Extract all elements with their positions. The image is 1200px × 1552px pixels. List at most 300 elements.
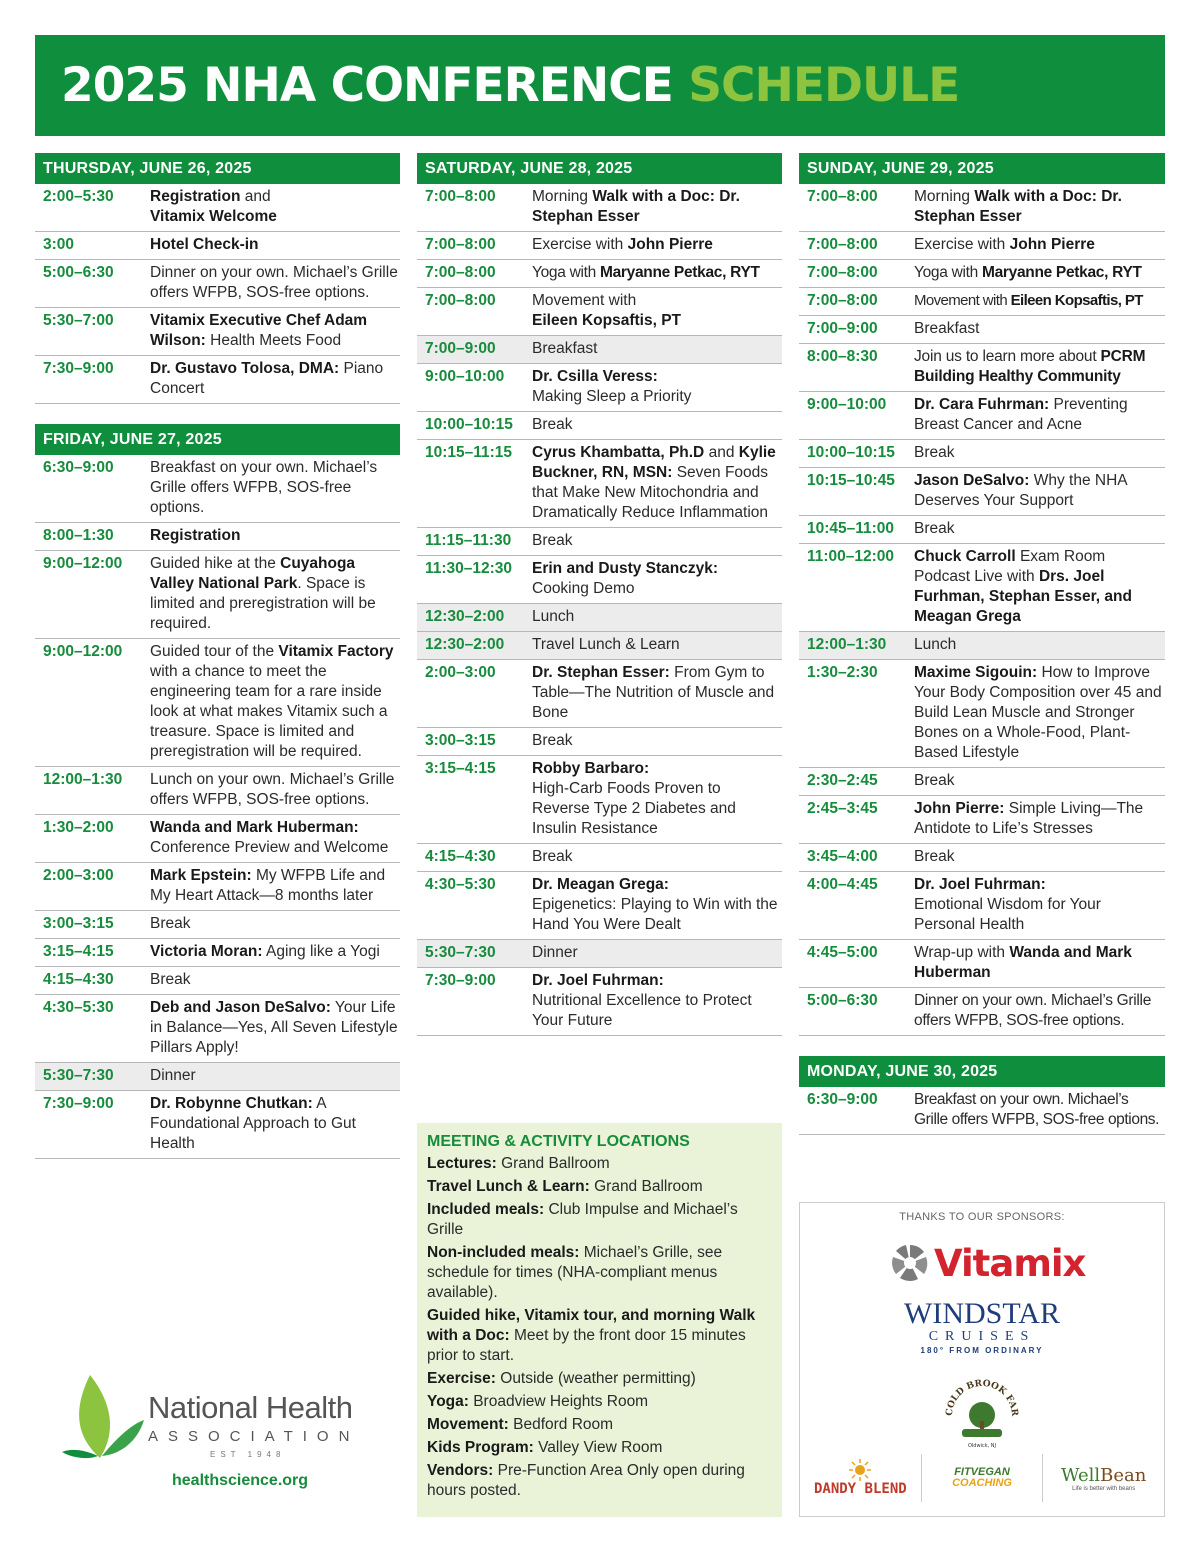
windstar-cruises: CRUISES: [928, 1329, 1036, 1344]
time-slot: 2:30–2:45: [807, 772, 878, 789]
bold-text: Cuyahoga Valley National Park: [150, 555, 356, 592]
time-slot: 7:00–8:00: [425, 236, 496, 253]
session-desc: Dinner on your own. Michael’s Grille offers WFPB, SOS-free options.: [914, 992, 1152, 1029]
bold-text: Dr. Joel Fuhrman:: [914, 876, 1046, 893]
bold-text: Drs. Joel Furhman, Stephan Esser, and Meagan Grega: [914, 568, 1132, 625]
page-title: [61, 58, 959, 113]
time-slot: 12:30–2:00: [425, 608, 505, 625]
time-slot: 3:45–4:00: [807, 848, 878, 865]
schedule-row: [417, 528, 782, 556]
bold-text: Maxime Sigouin:: [914, 664, 1038, 681]
session-desc: [532, 443, 782, 523]
location-label: Yoga:: [427, 1393, 469, 1410]
time-slot: 7:00–8:00: [807, 292, 878, 309]
bold-text: Deb and Jason DeSalvo:: [150, 999, 331, 1016]
text: Exercise with: [914, 236, 1010, 253]
schedule-row: [417, 632, 782, 660]
time-slot: 11:30–12:30: [425, 560, 513, 577]
location-item: [427, 1200, 772, 1240]
session-desc: Break: [914, 520, 955, 537]
text: Movement with: [914, 292, 1011, 309]
cold-brook-farm-location: Oldwick, NJ: [967, 1443, 997, 1449]
location-item: [427, 1392, 772, 1412]
bold-text: Registration: [150, 188, 241, 205]
day-header: FRIDAY, JUNE 27, 2025: [35, 424, 400, 455]
session-desc: [150, 818, 400, 858]
schedule-row: [35, 995, 400, 1063]
session-desc: [150, 359, 400, 399]
session-desc: [150, 526, 400, 546]
time-slot: 3:15–4:15: [425, 760, 496, 777]
time-slot: 7:00–8:00: [425, 188, 496, 205]
schedule-row: [417, 260, 782, 288]
schedule-row: [35, 308, 400, 356]
session-desc: [914, 547, 1165, 627]
text: and: [240, 188, 271, 205]
location-value: Valley View Room: [533, 1439, 663, 1456]
fitvegan-line1: FITVEGAN: [954, 1466, 1010, 1478]
windstar-logo: [800, 1299, 1164, 1357]
session-desc: [532, 263, 782, 283]
time-slot: 12:00–1:30: [807, 636, 887, 653]
session-desc: [532, 759, 782, 839]
location-item: [427, 1306, 772, 1366]
time-slot: 2:45–3:45: [807, 800, 878, 817]
text: My WFPB Life and My Heart Attack—8 months later: [150, 867, 386, 904]
bold-text: Dr. Cara Fuhrman:: [914, 396, 1050, 413]
session-desc: Lunch: [532, 608, 575, 625]
text: Epigenetics: Playing to Win with the Hand You Were Dealt: [532, 896, 778, 933]
windstar-name: WINDSTAR: [904, 1297, 1060, 1330]
session-desc: [914, 347, 1165, 387]
session-desc: [914, 663, 1165, 763]
time-slot: 3:00: [43, 236, 75, 253]
session-desc: [914, 235, 1165, 255]
time-slot: 7:00–8:00: [807, 236, 878, 253]
time-slot: 5:30–7:30: [43, 1067, 114, 1084]
location-item: [427, 1369, 772, 1389]
day-header: MONDAY, JUNE 30, 2025: [799, 1056, 1165, 1087]
page-header: [35, 35, 1165, 136]
location-value: Bedford Room: [508, 1416, 614, 1433]
text: Your Life in Balance—Yes, All Seven Lifestyle Pillars Apply!: [150, 999, 398, 1056]
session-desc: Break: [914, 772, 955, 789]
session-desc: Travel Lunch & Learn: [532, 636, 680, 653]
sun-icon: [849, 1459, 871, 1481]
schedule-row: [417, 412, 782, 440]
location-value: Michael’s Grille, see schedule for times (NHA-compliant menus available).: [427, 1244, 723, 1301]
session-desc: [150, 311, 400, 351]
time-slot: 8:00–1:30: [43, 527, 114, 544]
location-label: Exercise:: [427, 1370, 496, 1387]
day-header: SATURDAY, JUNE 28, 2025: [417, 153, 782, 184]
bold-text: John Pierre: [1009, 236, 1095, 253]
session-desc: [532, 663, 782, 723]
nha-website-link[interactable]: healthscience.org: [172, 1472, 309, 1489]
schedule-row: [35, 356, 400, 404]
schedule-row: [417, 872, 782, 940]
session-desc: [150, 942, 400, 962]
location-item: [427, 1177, 772, 1197]
location-item: [427, 1461, 772, 1501]
location-value: Meet by the front door 15 minutes prior to start.: [427, 1327, 746, 1364]
location-item: [427, 1243, 772, 1303]
time-slot: 4:30–5:30: [43, 999, 114, 1016]
location-label: Non-included meals:: [427, 1244, 580, 1261]
schedule-row: [417, 756, 782, 844]
text: How to Improve Your Body Composition over 45 and Build Lean Muscle and Stronger Bones on a Whole-Food, Plant-Based Lifestyle: [914, 664, 1162, 761]
session-desc: Dinner: [532, 944, 578, 961]
session-desc: [914, 291, 1165, 311]
time-slot: 7:30–9:00: [43, 360, 114, 377]
session-desc: [150, 187, 400, 227]
bold-text: Maryanne Petkac, RYT: [981, 264, 1142, 281]
cold-brook-farm-emblem: [942, 1371, 1022, 1451]
session-desc: [150, 642, 400, 762]
text: Conference Preview and Welcome: [150, 839, 389, 856]
time-slot: 7:00–8:00: [425, 292, 496, 309]
time-slot: 11:15–11:30: [425, 532, 512, 549]
time-slot: 4:00–4:45: [807, 876, 878, 893]
sponsors-box: [799, 1202, 1165, 1517]
schedule-row: [799, 844, 1165, 872]
time-slot: 6:30–9:00: [807, 1091, 878, 1108]
text: Seven Foods that Make New Mitochondria and Dramatically Reduce Inflammation: [532, 464, 769, 521]
schedule-row: [417, 940, 782, 968]
text: Making Sleep a Priority: [532, 388, 692, 405]
schedule-row: [799, 796, 1165, 844]
schedule-row: [799, 344, 1165, 392]
time-slot: 12:30–2:00: [425, 636, 505, 653]
text: with a chance to meet the engineering team for a rare inside look at what makes Vitamix such a treasure. Space is limited and preregistration will be required.: [150, 663, 388, 760]
time-slot: 3:15–4:15: [43, 943, 114, 960]
session-desc: [914, 875, 1165, 935]
location-value: Grand Ballroom: [589, 1178, 703, 1195]
text: Cooking Demo: [532, 580, 635, 597]
location-value: Club Impulse and Michael’s Grille: [427, 1201, 738, 1238]
bold-text: Vitamix Factory: [278, 643, 394, 660]
session-desc: [914, 263, 1165, 283]
time-slot: 10:45–11:00: [807, 520, 895, 537]
schedule-row: [35, 523, 400, 551]
nha-association: ASSOCIATION: [148, 1428, 360, 1445]
bold-text: Eileen Kopsaftis, PT: [1010, 292, 1143, 309]
session-desc: [914, 943, 1165, 983]
text: High-Carb Foods Proven to Reverse Type 2 Diabetes and Insulin Resistance: [532, 780, 736, 837]
session-desc: [150, 1094, 400, 1154]
session-desc: [532, 187, 782, 227]
session-desc: Breakfast: [532, 340, 598, 357]
schedule-row: [799, 988, 1165, 1036]
session-desc: Lunch: [914, 636, 957, 653]
schedule-row: [35, 939, 400, 967]
bold-text: Eileen Kopsaftis, PT: [532, 312, 682, 329]
schedule-row: [799, 232, 1165, 260]
session-desc: [150, 235, 400, 255]
time-slot: 4:45–5:00: [807, 944, 878, 961]
schedule-row: [799, 260, 1165, 288]
location-label: Travel Lunch & Learn:: [427, 1178, 590, 1195]
schedule-row: [35, 455, 400, 523]
time-slot: 7:00–8:00: [425, 264, 496, 281]
schedule-row: [799, 940, 1165, 988]
time-slot: 7:00–8:00: [807, 264, 878, 281]
session-desc: [914, 395, 1165, 435]
bold-text: Wanda and Mark Huberman: [914, 944, 1132, 981]
minor-sponsors-row: [800, 1448, 1164, 1508]
time-slot: 10:15–10:45: [807, 472, 895, 489]
bold-text: Registration: [150, 527, 241, 544]
wellbean-logo: [1042, 1454, 1164, 1502]
session-desc: Lunch on your own. Michael’s Grille offers WFPB, SOS-free options.: [150, 771, 395, 808]
column-left: [35, 153, 400, 1179]
location-label: Kids Program:: [427, 1439, 534, 1456]
text: Guided hike at the: [150, 555, 281, 572]
time-slot: 5:00–6:30: [807, 992, 878, 1009]
text: Preventing Breast Cancer and Acne: [914, 396, 1128, 433]
text: Movement with: [532, 292, 637, 309]
session-desc: [532, 875, 782, 935]
schedule-row: [35, 184, 400, 232]
schedule-row: [35, 815, 400, 863]
location-value: Pre-Function Area Only open during hours posted.: [427, 1462, 745, 1499]
text: Nutritional Excellence to Protect Your Future: [532, 992, 752, 1029]
text: Yoga with: [532, 264, 600, 281]
column-right: [799, 153, 1165, 1155]
time-slot: 9:00–12:00: [43, 555, 123, 572]
schedule-row: [417, 556, 782, 604]
bold-text: Dr. Gustavo Tolosa, DMA:: [150, 360, 340, 377]
text: Wrap-up with: [914, 944, 1010, 961]
location-value: Broadview Heights Room: [468, 1393, 649, 1410]
bold-text: Hotel Check-in: [150, 236, 259, 253]
time-slot: 5:30–7:00: [43, 312, 114, 329]
text: Simple Living—The Antidote to Life’s Stresses: [914, 800, 1144, 837]
bold-text: Vitamix Welcome: [150, 208, 277, 225]
day-header: THURSDAY, JUNE 26, 2025: [35, 153, 400, 184]
text: A Foundational Approach to Gut Health: [150, 1095, 356, 1152]
session-desc: Dinner: [150, 1067, 196, 1084]
day-friday: [35, 424, 400, 1159]
schedule-row: [799, 632, 1165, 660]
bold-text: Kylie Buckner, RN, MSN:: [532, 444, 776, 481]
schedule-row: [417, 232, 782, 260]
text: and: [704, 444, 739, 461]
schedule-row: [799, 872, 1165, 940]
schedule-row: [799, 468, 1165, 516]
schedule-row: [799, 316, 1165, 344]
nha-name: National Health: [148, 1390, 353, 1425]
schedule-row: [417, 184, 782, 232]
session-desc: Break: [150, 915, 191, 932]
time-slot: 8:00–8:30: [807, 348, 878, 365]
time-slot: 4:15–4:30: [425, 848, 496, 865]
bold-text: John Pierre: [627, 236, 713, 253]
column-middle: [417, 153, 782, 1056]
bold-text: Walk with a Doc: Dr. Stephan Esser: [532, 188, 740, 225]
schedule-row: [799, 516, 1165, 544]
time-slot: 9:00–10:00: [425, 368, 505, 385]
fitvegan-line2: COACHING: [952, 1477, 1012, 1489]
bold-text: Robby Barbaro:: [532, 760, 650, 777]
bold-text: Dr. Meagan Grega:: [532, 876, 669, 893]
time-slot: 1:30–2:30: [807, 664, 878, 681]
time-slot: 2:00–3:00: [43, 867, 114, 884]
session-desc: [150, 866, 400, 906]
time-slot: 2:00–3:00: [425, 664, 496, 681]
bold-text: PCRM Building Healthy Community: [914, 348, 1146, 385]
schedule-row: [417, 728, 782, 756]
location-item: [427, 1438, 772, 1458]
schedule-row: [799, 440, 1165, 468]
session-desc: [532, 971, 782, 1031]
location-label: Movement:: [427, 1416, 509, 1433]
session-desc: [150, 554, 400, 634]
nha-logo: [60, 1370, 380, 1500]
time-slot: 10:00–10:15: [425, 416, 513, 433]
schedule-row: [417, 844, 782, 872]
session-desc: [914, 799, 1165, 839]
time-slot: 9:00–12:00: [43, 643, 123, 660]
session-desc: [914, 471, 1165, 511]
locations-box: [417, 1123, 782, 1517]
session-desc: [532, 291, 782, 331]
schedule-row: [417, 336, 782, 364]
text: Emotional Wisdom for Your Personal Health: [914, 896, 1101, 933]
schedule-row: [417, 604, 782, 632]
time-slot: 5:30–7:30: [425, 944, 496, 961]
bold-text: Dr. Csilla Veress:: [532, 368, 658, 385]
text: Exercise with: [532, 236, 628, 253]
location-label: Guided hike, Vitamix tour, and morning Walk with a Doc:: [427, 1307, 756, 1344]
schedule-row: [35, 551, 400, 639]
vitamix-wordmark: Vitamix: [934, 1241, 1086, 1285]
time-slot: 4:30–5:30: [425, 876, 496, 893]
time-slot: 5:00–6:30: [43, 264, 114, 281]
session-desc: [532, 367, 782, 407]
sponsors-title: THANKS TO OUR SPONSORS:: [899, 1211, 1065, 1223]
time-slot: 7:00–8:00: [807, 188, 878, 205]
session-desc: Dinner on your own. Michael’s Grille offers WFPB, SOS-free options.: [150, 264, 398, 301]
cold-brook-farm-logo: [942, 1371, 1022, 1451]
wellbean-wordmark: [1061, 1465, 1146, 1486]
day-saturday: [417, 153, 782, 1036]
text: Join us to learn more about: [914, 348, 1101, 365]
bold-text: Chuck Carroll: [914, 548, 1016, 565]
leaf-icon: [60, 1370, 145, 1460]
time-slot: 10:15–11:15: [425, 444, 513, 461]
schedule-row: [35, 260, 400, 308]
location-item: [427, 1415, 772, 1435]
nha-est: EST 1948: [210, 1450, 286, 1459]
wellbean-bean: Bean: [1100, 1464, 1147, 1486]
text: Aging like a Yogi: [262, 943, 380, 960]
time-slot: 7:00–9:00: [425, 340, 496, 357]
text: . Space is limited and preregistration will be required.: [150, 575, 376, 632]
text: Morning: [532, 188, 593, 205]
schedule-row: [799, 768, 1165, 796]
session-desc: Break: [914, 444, 955, 461]
bold-text: Erin and Dusty Stanczyk:: [532, 560, 719, 577]
schedule-row: [799, 288, 1165, 316]
schedule-row: [35, 967, 400, 995]
bold-text: Dr. Robynne Chutkan:: [150, 1095, 313, 1112]
schedule-row: [417, 660, 782, 728]
dandy-blend-logo: [800, 1454, 921, 1502]
bold-text: Wanda and Mark Huberman:: [150, 819, 359, 836]
session-desc: Breakfast: [914, 320, 980, 337]
title-main: 2025 NHA CONFERENCE: [61, 58, 673, 113]
time-slot: 12:00–1:30: [43, 771, 123, 788]
time-slot: 4:15–4:30: [43, 971, 114, 988]
bold-text: Walk with a Doc: Dr. Stephan Esser: [914, 188, 1122, 225]
text: Yoga with: [914, 264, 982, 281]
time-slot: 7:30–9:00: [425, 972, 496, 989]
time-slot: 3:00–3:15: [425, 732, 496, 749]
schedule-row: [799, 184, 1165, 232]
day-sunday: [799, 153, 1165, 1036]
session-desc: [532, 235, 782, 255]
day-monday: [799, 1056, 1165, 1135]
text: Morning: [914, 188, 975, 205]
bold-text: Jason DeSalvo:: [914, 472, 1030, 489]
session-desc: [150, 998, 400, 1058]
title-accent: SCHEDULE: [688, 58, 960, 113]
text: Guided tour of the: [150, 643, 279, 660]
schedule-row: [799, 660, 1165, 768]
wellbean-well: Well: [1060, 1464, 1101, 1486]
schedule-row: [35, 1063, 400, 1091]
schedule-row: [417, 288, 782, 336]
location-item: [427, 1154, 772, 1174]
windstar-tagline: 180° FROM ORDINARY: [920, 1346, 1044, 1355]
bold-text: Maryanne Petkac, RYT: [599, 264, 760, 281]
bold-text: John Pierre:: [914, 800, 1005, 817]
schedule-row: [35, 911, 400, 939]
location-value: Outside (weather permitting): [495, 1370, 696, 1387]
schedule-row: [417, 440, 782, 528]
schedule-row: [35, 767, 400, 815]
bold-text: Mark Epstein:: [150, 867, 252, 884]
time-slot: 10:00–10:15: [807, 444, 895, 461]
schedule-row: [35, 1091, 400, 1159]
text: From Gym to Table—The Nutrition of Muscle and Bone: [532, 664, 775, 721]
cold-brook-farm-name: COLD BROOK FAR: [944, 1378, 1020, 1417]
session-desc: Breakfast on your own. Michael’s Grille offers WFPB, SOS-free options.: [150, 459, 378, 516]
location-label: Vendors:: [427, 1462, 494, 1479]
schedule-row: [35, 639, 400, 767]
bold-text: Vitamix Executive Chef Adam Wilson:: [150, 312, 368, 349]
time-slot: 6:30–9:00: [43, 459, 114, 476]
session-desc: Break: [532, 848, 573, 865]
dandy-blend-wordmark: DANDY BLEND: [813, 1481, 907, 1497]
session-desc: [532, 559, 782, 599]
text: Health Meets Food: [205, 332, 342, 349]
location-label: Included meals:: [427, 1201, 545, 1218]
session-desc: Breakfast on your own. Michael’s Grille offers WFPB, SOS-free options.: [914, 1091, 1160, 1128]
time-slot: 1:30–2:00: [43, 819, 114, 836]
session-desc: [914, 187, 1165, 227]
time-slot: 3:00–3:15: [43, 915, 114, 932]
text: Exam Room Podcast Live with: [914, 548, 1106, 585]
time-slot: 7:00–9:00: [807, 320, 878, 337]
text: Piano Concert: [150, 360, 384, 397]
bold-text: Cyrus Khambatta, Ph.D: [532, 444, 705, 461]
vitamix-logo: [890, 1241, 1085, 1285]
locations-title: MEETING & ACTIVITY LOCATIONS: [427, 1133, 690, 1150]
wellbean-tagline: Life is better with beans: [1072, 1485, 1136, 1492]
bold-text: Victoria Moran:: [150, 943, 263, 960]
